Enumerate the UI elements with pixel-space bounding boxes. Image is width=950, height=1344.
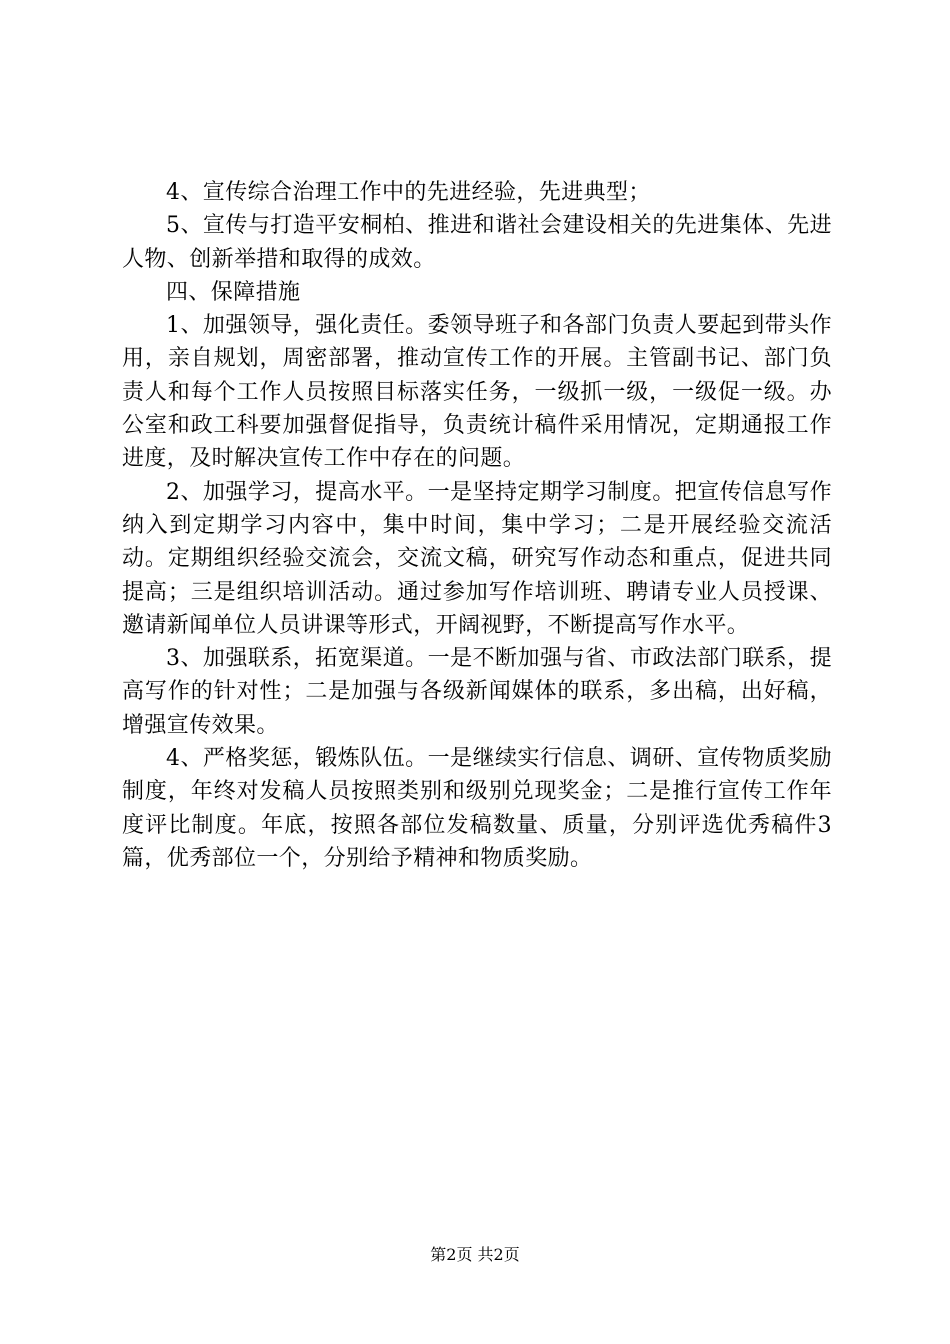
document-body <box>122 176 832 875</box>
page-number: 第2页 共2页 <box>430 1245 520 1264</box>
paragraph-item-5-publicity: 5、宣传与打造平安桐柏、推进和谐社会建设相关的先进集体、先进人物、创新举措和取得的成效。 <box>122 213 832 272</box>
paragraph-measure-3-liaison: 3、加强联系，拓宽渠道。一是不断加强与省、市政法部门联系，提高写作的针对性；二是加强与各级新闻媒体的联系，多出稿，出好稿，增强宣传效果。 <box>122 646 832 738</box>
paragraph-measure-4-rewards: 4、严格奖惩，锻炼队伍。一是继续实行信息、调研、宣传物质奖励制度，年终对发稿人员按照类别和级别兑现奖金；二是推行宣传工作年度评比制度。年底，按照各部位发稿数量、质量，分别评选优秀稿件3篇，优秀部位一个，分别给予精神和物质奖励。 <box>122 746 832 871</box>
section-heading-safeguards: 四、保障措施 <box>166 279 301 305</box>
paragraph-measure-1-leadership: 1、加强领导，强化责任。委领导班子和各部门负责人要起到带头作用，亲自规划，周密部署，推动宣传工作的开展。主管副书记、部门负责人和每个工作人员按照目标落实任务，一级抓一级，一级促一级。办公室和政工科要加强督促指导，负责统计稿件采用情况，定期通报工作进度，及时解决宣传工作中存在的问题。 <box>122 313 832 472</box>
paragraph-item-4-publicity: 4、宣传综合治理工作中的先进经验，先进典型； <box>166 180 651 205</box>
paragraph-measure-2-learning: 2、加强学习，提高水平。一是坚持定期学习制度。把宣传信息写作纳入到定期学习内容中，集中时间，集中学习；二是开展经验交流活动。定期组织经验交流会，交流文稿，研究写作动态和重点，促进共同提高；三是组织培训活动。通过参加写作培训班、聘请专业人员授课、邀请新闻单位人员讲课等形式，开阔视野，不断提高写作水平。 <box>122 479 832 638</box>
